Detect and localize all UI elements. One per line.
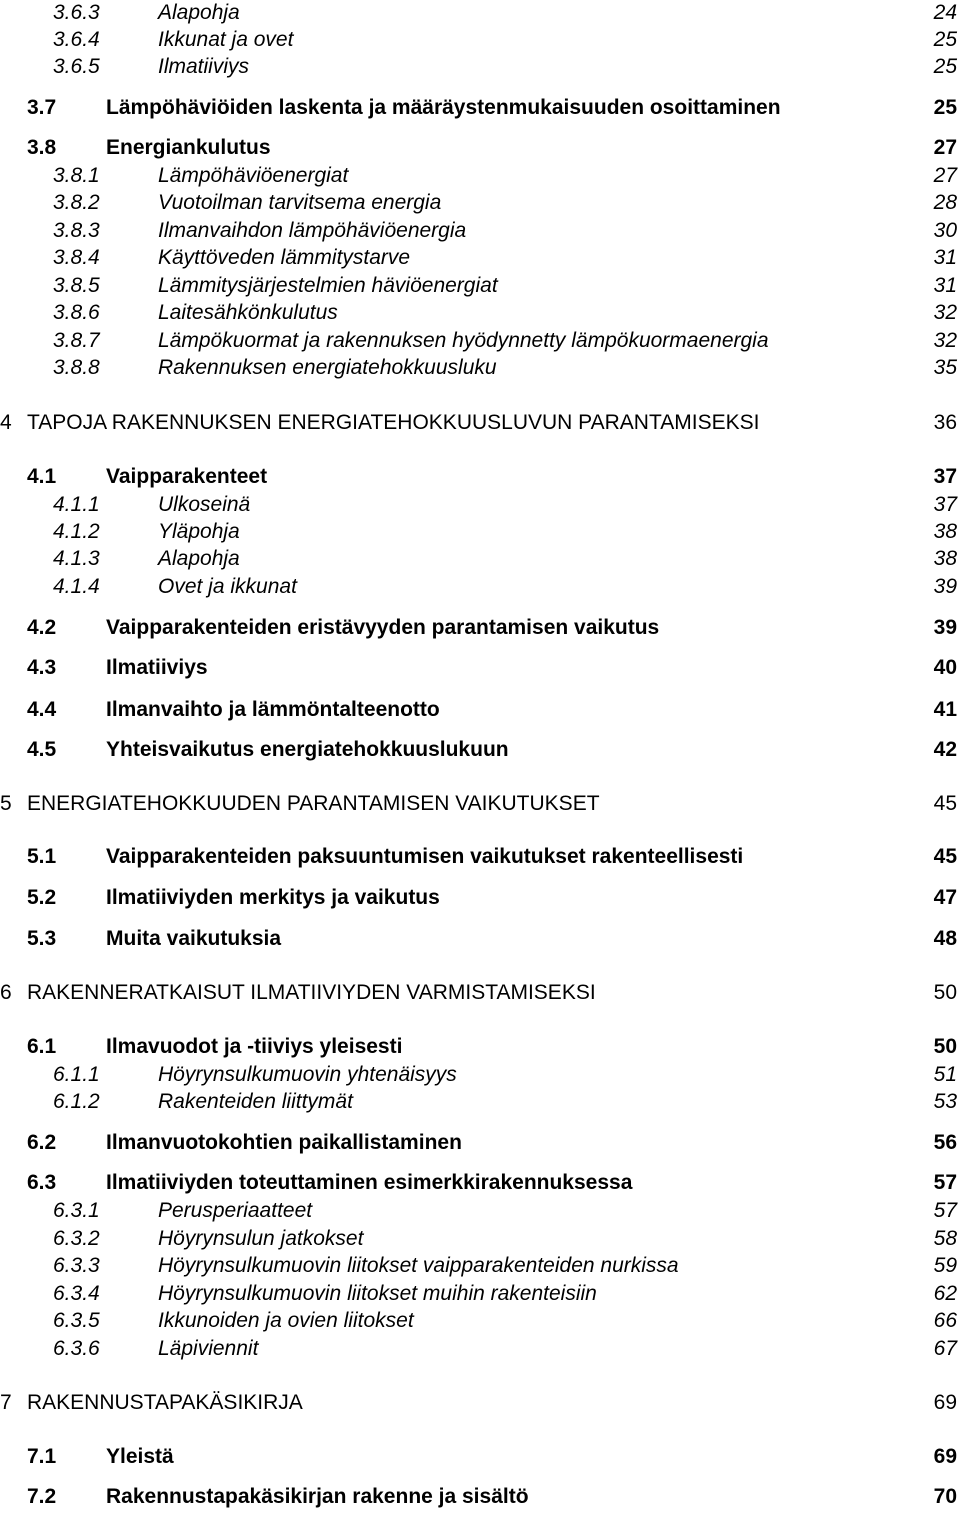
toc-entry[interactable] — [0, 0, 960, 28]
toc-entry[interactable] — [0, 1128, 960, 1158]
toc-entry[interactable] — [0, 1306, 960, 1336]
toc-section-number: 3.6.3 — [53, 1, 100, 24]
toc-section-title: Ilmanvaihto ja lämmöntalteenotto — [106, 698, 440, 721]
toc-entry[interactable] — [0, 544, 960, 574]
toc-section-number: 6.3.3 — [53, 1254, 100, 1277]
toc-page-number: 57 — [933, 1199, 957, 1222]
toc-page-number: 27 — [933, 164, 957, 187]
toc-entry[interactable] — [0, 789, 960, 819]
toc-section-number: 3.8.1 — [53, 164, 100, 187]
toc-page-number: 37 — [933, 493, 957, 516]
toc-section-title: Ulkoseinä — [158, 493, 251, 516]
toc-section-number: 6.1 — [27, 1035, 57, 1058]
toc-section-title: Ilmatiiviys — [106, 656, 208, 679]
toc-entry[interactable] — [0, 1442, 960, 1472]
toc-section-number: 3.8 — [27, 136, 57, 159]
toc-section-number: 6.3.6 — [53, 1337, 100, 1360]
toc-section-number: 3.8.7 — [53, 329, 100, 352]
toc-page-number: 57 — [933, 1171, 957, 1194]
toc-section-number: 7 — [0, 1391, 12, 1414]
toc-entry[interactable] — [0, 1196, 960, 1226]
toc-section-number: 3.6.5 — [53, 55, 100, 78]
toc-section-title: Vaipparakenteiden eristävyyden parantamisen vaikutus — [106, 616, 660, 639]
toc-section-title: Höyrynsulkumuovin liitokset vaipparakenteiden nurkissa — [158, 1254, 679, 1277]
toc-entry[interactable] — [0, 978, 960, 1008]
toc-section-number: 3.7 — [27, 96, 57, 119]
toc-entry[interactable] — [0, 1224, 960, 1254]
toc-page-number: 62 — [933, 1282, 957, 1305]
toc-entry[interactable] — [0, 298, 960, 328]
toc-section-number: 5.3 — [27, 927, 57, 950]
toc-section-title: Höyrynsulkumuovin liitokset muihin rakenteisiin — [158, 1282, 597, 1305]
toc-section-number: 6.1.1 — [53, 1063, 100, 1086]
toc-entry[interactable] — [0, 188, 960, 218]
toc-section-number: 4.2 — [27, 616, 57, 639]
toc-entry[interactable] — [0, 695, 960, 725]
toc-page-number: 40 — [933, 656, 957, 679]
toc-entry[interactable] — [0, 93, 960, 123]
toc-section-title: Käyttöveden lämmitystarve — [158, 246, 411, 269]
toc-page-number: 38 — [933, 547, 957, 570]
toc-page-number: 32 — [933, 301, 957, 324]
toc-page-number: 39 — [933, 575, 957, 598]
toc-section-title: Läpiviennit — [158, 1337, 259, 1360]
toc-section-number: 3.8.4 — [53, 246, 100, 269]
toc-section-title: Lämmitysjärjestelmien häviöenergiat — [158, 274, 498, 297]
toc-section-number: 3.6.4 — [53, 28, 100, 51]
toc-section-number: 4 — [0, 411, 12, 434]
toc-entry[interactable] — [0, 1060, 960, 1090]
toc-page-number: 42 — [933, 738, 957, 761]
toc-entry[interactable] — [0, 133, 960, 163]
toc-entry[interactable] — [0, 572, 960, 602]
toc-page-number: 36 — [933, 411, 957, 434]
toc-section-title: Lämpöhäviöenergiat — [158, 164, 349, 187]
toc-section-title: Laitesähkönkulutus — [158, 301, 338, 324]
toc-entry[interactable] — [0, 1168, 960, 1198]
toc-entry[interactable] — [0, 243, 960, 273]
toc-page-number: 45 — [933, 845, 957, 868]
toc-section-number: 6.3.1 — [53, 1199, 100, 1222]
toc-page-number: 41 — [933, 698, 957, 721]
toc-section-number: 4.1.3 — [53, 547, 100, 570]
toc-section-title: ENERGIATEHOKKUUDEN PARANTAMISEN VAIKUTUKSET — [27, 792, 600, 815]
toc-section-title: Energiankulutus — [106, 136, 271, 159]
toc-page-number: 28 — [933, 191, 957, 214]
toc-section-number: 5.1 — [27, 845, 57, 868]
toc-page-number: 31 — [933, 274, 957, 297]
toc-page-number: 25 — [933, 55, 957, 78]
toc-page-number: 38 — [933, 520, 957, 543]
toc-page-number: 59 — [933, 1254, 957, 1277]
toc-entry[interactable] — [0, 1251, 960, 1281]
toc-section-number: 7.2 — [27, 1485, 57, 1508]
toc-section-number: 6 — [0, 981, 12, 1004]
toc-page-number: 24 — [933, 1, 957, 24]
toc-section-number: 4.5 — [27, 738, 57, 761]
toc-entry[interactable] — [0, 1482, 960, 1512]
toc-page-number: 67 — [933, 1337, 957, 1360]
toc-entry[interactable] — [0, 52, 960, 82]
toc-section-number: 5 — [0, 792, 12, 815]
toc-page-number: 69 — [933, 1391, 957, 1414]
toc-page-number: 69 — [933, 1445, 957, 1468]
toc-section-title: Ovet ja ikkunat — [158, 575, 297, 598]
toc-page-number: 70 — [933, 1485, 957, 1508]
toc-section-number: 6.2 — [27, 1131, 57, 1154]
toc-entry[interactable] — [0, 735, 960, 765]
toc-page-number: 37 — [933, 465, 957, 488]
toc-section-title: Yleistä — [106, 1445, 174, 1468]
toc-section-title: Yhteisvaikutus energiatehokkuuslukuun — [106, 738, 509, 761]
toc-page-number: 39 — [933, 616, 957, 639]
toc-section-title: Alapohja — [158, 547, 240, 570]
toc-section-title: Perusperiaatteet — [158, 1199, 313, 1222]
toc-section-number: 3.8.5 — [53, 274, 100, 297]
toc-entry[interactable] — [0, 924, 960, 954]
toc-page-number: 45 — [933, 792, 957, 815]
toc-section-number: 6.3 — [27, 1171, 57, 1194]
toc-page-number: 66 — [933, 1309, 957, 1332]
toc-section-title: Lämpökuormat ja rakennuksen hyödynnetty lämpökuormaenergia — [158, 329, 769, 352]
toc-page-number: 47 — [933, 886, 957, 909]
toc-section-title: Höyrynsulun jatkokset — [158, 1227, 364, 1250]
toc-section-title: Ikkunoiden ja ovien liitokset — [158, 1309, 414, 1332]
toc-section-number: 7.1 — [27, 1445, 57, 1468]
toc-entry[interactable] — [0, 490, 960, 520]
toc-entry[interactable] — [0, 613, 960, 643]
toc-section-title: Alapohja — [158, 1, 240, 24]
toc-page-number: 35 — [933, 356, 957, 379]
toc-entry[interactable] — [0, 25, 960, 55]
toc-page-number: 56 — [933, 1131, 957, 1154]
toc-section-number: 6.3.4 — [53, 1282, 100, 1305]
toc-section-number: 4.1.1 — [53, 493, 100, 516]
toc-section-number: 6.3.5 — [53, 1309, 100, 1332]
toc-entry[interactable] — [0, 1279, 960, 1309]
toc-page-number: 30 — [933, 219, 957, 242]
toc-section-title: Muita vaikutuksia — [106, 927, 282, 950]
toc-entry[interactable] — [0, 1334, 960, 1364]
toc-page-number: 50 — [933, 981, 957, 1004]
toc-section-number: 4.3 — [27, 656, 57, 679]
toc-section-title: Yläpohja — [158, 520, 240, 543]
toc-page-number: 58 — [933, 1227, 957, 1250]
toc-entry[interactable] — [0, 1388, 960, 1418]
toc-entry[interactable] — [0, 408, 960, 438]
toc-section-title: Ilmanvaihdon lämpöhäviöenergia — [158, 219, 467, 242]
toc-page-number: 53 — [933, 1090, 957, 1113]
toc-section-title: Vaipparakenteiden paksuuntumisen vaikutukset rakenteellisesti — [106, 845, 744, 868]
toc-section-number: 6.3.2 — [53, 1227, 100, 1250]
toc-section-number: 3.8.8 — [53, 356, 100, 379]
toc-section-number: 3.8.3 — [53, 219, 100, 242]
toc-entry[interactable] — [0, 271, 960, 301]
toc-section-title: Ikkunat ja ovet — [158, 28, 294, 51]
toc-section-number: 5.2 — [27, 886, 57, 909]
toc-section-title: Ilmanvuotokohtien paikallistaminen — [106, 1131, 462, 1154]
toc-page-number: 25 — [933, 28, 957, 51]
toc-section-title: Vaipparakenteet — [106, 465, 268, 488]
toc-section-title: RAKENNERATKAISUT ILMATIIVIYDEN VARMISTAMISEKSI — [27, 981, 596, 1004]
toc-entry[interactable] — [0, 161, 960, 191]
toc-section-title: Rakennuksen energiatehokkuusluku — [158, 356, 497, 379]
toc-section-title: Ilmavuodot ja -tiiviys yleisesti — [106, 1035, 403, 1058]
toc-section-title: Höyrynsulkumuovin yhtenäisyys — [158, 1063, 457, 1086]
toc-section-title: Vuotoilman tarvitsema energia — [158, 191, 442, 214]
toc-page-number: 27 — [933, 136, 957, 159]
toc-page-number: 50 — [933, 1035, 957, 1058]
toc-entry[interactable] — [0, 517, 960, 547]
toc-entry[interactable] — [0, 216, 960, 246]
toc-section-title: Ilmatiiviys — [158, 55, 250, 78]
toc-section-title: Ilmatiiviyden toteuttaminen esimerkkirakennuksessa — [106, 1171, 633, 1194]
toc-page-number: 48 — [933, 927, 957, 950]
toc-section-title: Ilmatiiviyden merkitys ja vaikutus — [106, 886, 440, 909]
toc-section-title: Rakennustapakäsikirjan rakenne ja sisältö — [106, 1485, 529, 1508]
toc-page-number: 51 — [933, 1063, 957, 1086]
toc-entry[interactable] — [0, 883, 960, 913]
toc-entry[interactable] — [0, 462, 960, 492]
toc-page-number: 31 — [933, 246, 957, 269]
toc-entry[interactable] — [0, 1032, 960, 1062]
toc-entry[interactable] — [0, 842, 960, 872]
toc-entry[interactable] — [0, 353, 960, 383]
toc-section-title: RAKENNUSTAPAKÄSIKIRJA — [27, 1391, 303, 1414]
toc-section-number: 3.8.6 — [53, 301, 100, 324]
toc-section-number: 4.1.4 — [53, 575, 100, 598]
toc-section-number: 4.1.2 — [53, 520, 100, 543]
toc-entry[interactable] — [0, 1087, 960, 1117]
toc-section-number: 6.1.2 — [53, 1090, 100, 1113]
toc-section-title: Rakenteiden liittymät — [158, 1090, 353, 1113]
toc-section-number: 4.4 — [27, 698, 57, 721]
toc-section-number: 4.1 — [27, 465, 57, 488]
toc-section-title: TAPOJA RAKENNUKSEN ENERGIATEHOKKUUSLUVUN PARANTAMISEKSI — [27, 411, 760, 434]
toc-section-title: Lämpöhäviöiden laskenta ja määräystenmukaisuuden osoittaminen — [106, 96, 781, 119]
toc-page-number: 25 — [933, 96, 957, 119]
toc-entry[interactable] — [0, 653, 960, 683]
toc-page-number: 32 — [933, 329, 957, 352]
toc-section-number: 3.8.2 — [53, 191, 100, 214]
toc-entry[interactable] — [0, 326, 960, 356]
